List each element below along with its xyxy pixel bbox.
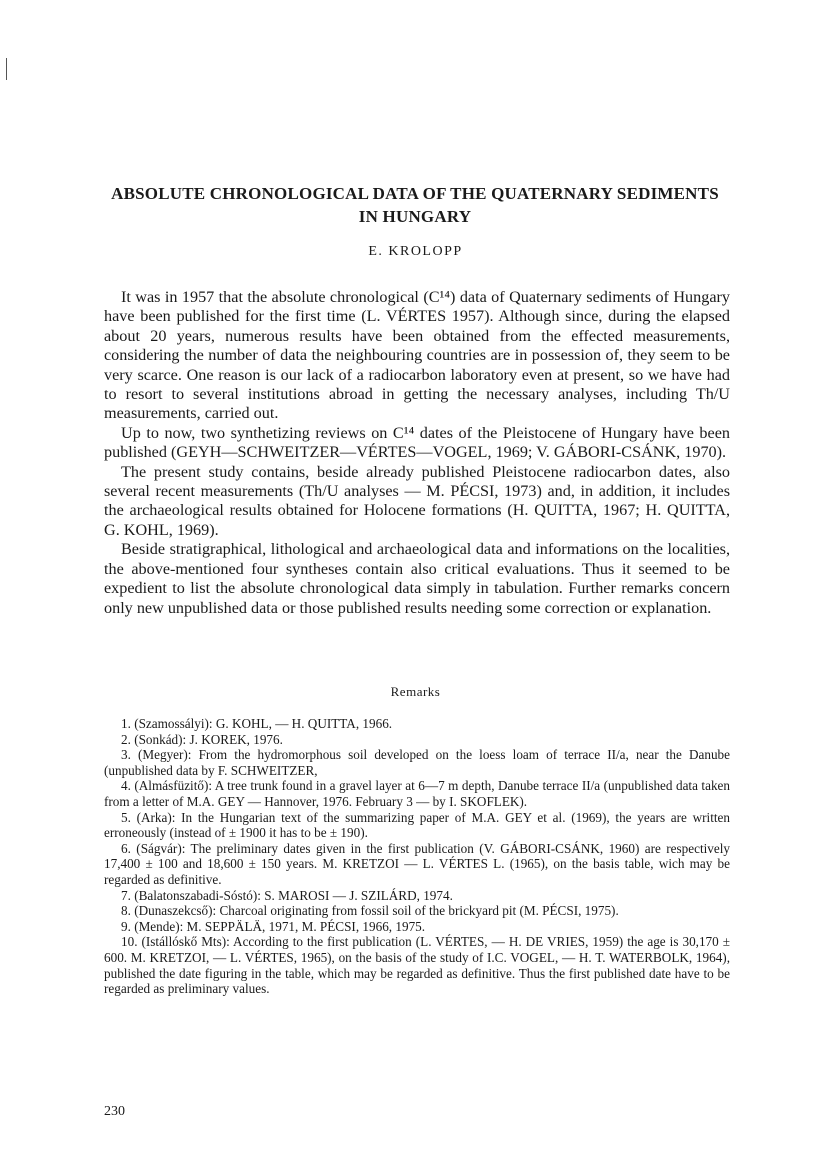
page-number: 230 <box>104 1104 125 1119</box>
remark-item: 3. (Megyer): From the hydromorphous soil developed on the loess loam of terrace II/a, near the Danube (unpublished data by F. SCHWEITZER, <box>104 747 730 778</box>
remark-item: 8. (Dunaszekcső): Charcoal originating from fossil soil of the brickyard pit (M. PÉCSI, 1975). <box>121 903 619 919</box>
article-title: ABSOLUTE CHRONOLOGICAL DATA OF THE QUATERNARY SEDIMENTS IN HUNGARY <box>111 184 719 226</box>
remarks-list <box>104 716 730 997</box>
remark-item: 2. (Sonkád): J. KOREK, 1976. <box>121 731 283 747</box>
paragraph: It was in 1957 that the absolute chronological (C¹⁴) data of Quaternary sediments of Hungary have been published for the first time (L. VÉRTES 1957). Although since, during the elapsed about 20 years, numerous results have been obtained from the effected measurements, considering the number of data the neighbouring countries are in possession of, they seem to be very scarce. One reason is our lack of a radiocarbon laboratory even at present, so we have had to resort to several institutions abroad in getting the necessary analyses, including Th/U measurements, carried out. <box>104 288 730 423</box>
remark-item: 10. (Istállóskő Mts): According to the first publication (L. VÉRTES, — H. DE VRIES, 1959) the age is 30,170 ± 600. M. KRETZOI, — L. VÉRTES, 1965), on the basis of the study of I.C. VOGEL, — H. T. WATERBOLK, 1964), published the date figuring in the table, which may be regarded as definitive. Thus the first published date have to be regarded as preliminary values. <box>104 934 730 997</box>
article-body <box>104 288 730 618</box>
paragraph: Beside stratigraphical, lithological and archaeological data and informations on the localities, the above-mentioned four syntheses contain also critical evaluations. Thus it seemed to be expedient to list the absolute chronological data simply in tabulation. Further remarks concern only new unpublished data or those published results needing some correction or explanation. <box>104 540 730 617</box>
remark-item: 5. (Arka): In the Hungarian text of the summarizing paper of M.A. GEY et al. (1969), the years are written erroneously (instead of ± 1900 it has to be ± 190). <box>104 809 730 841</box>
remarks-heading: Remarks <box>390 684 441 699</box>
remark-item: 9. (Mende): M. SEPPÄLÄ, 1971, M. PÉCSI, 1966, 1975. <box>121 918 426 934</box>
author-name: E. KROLOPP <box>368 244 463 259</box>
remark-item: 7. (Balatonszabadi-Sóstó): S. MAROSI — J. SZILÁRD, 1974. <box>121 887 453 903</box>
remark-item: 4. (Almásfüzitő): A tree trunk found in a gravel layer at 6—7 m depth, Danube terrace II/a (unpublished data taken from a letter of M.A. GEY — Hannover, 1976. February 3 — by I. SKOFLEK). <box>104 778 730 809</box>
paragraph: Up to now, two synthetizing reviews on C¹⁴ dates of the Pleistocene of Hungary have been published (GEYH—SCHWEITZER—VÉRTES—VOGEL, 1969; V. GÁBORI-CSÁNK, 1970). <box>104 423 730 462</box>
paragraph: The present study contains, beside already published Pleistocene radiocarbon dates, also several recent measurements (Th/U analyses — M. PÉCSI, 1973) and, in addition, it includes the archaeological results obtained for Holocene formations (H. QUITTA, 1967; H. QUITTA, G. KOHL, 1969). <box>104 462 730 539</box>
remark-item: 6. (Ságvár): The preliminary dates given in the first publication (V. GÁBORI-CSÁNK, 1960) are respectively 17,400 ± 100 and 18,600 ± 150 years. M. KRETZOI — L. VÉRTES L. (1965), on the basis table, wich may be regarded as definitive. <box>104 840 730 887</box>
scan-edge-mark <box>6 58 7 80</box>
remark-item: 1. (Szamossályi): G. KOHL, — H. QUITTA, 1966. <box>121 716 393 731</box>
